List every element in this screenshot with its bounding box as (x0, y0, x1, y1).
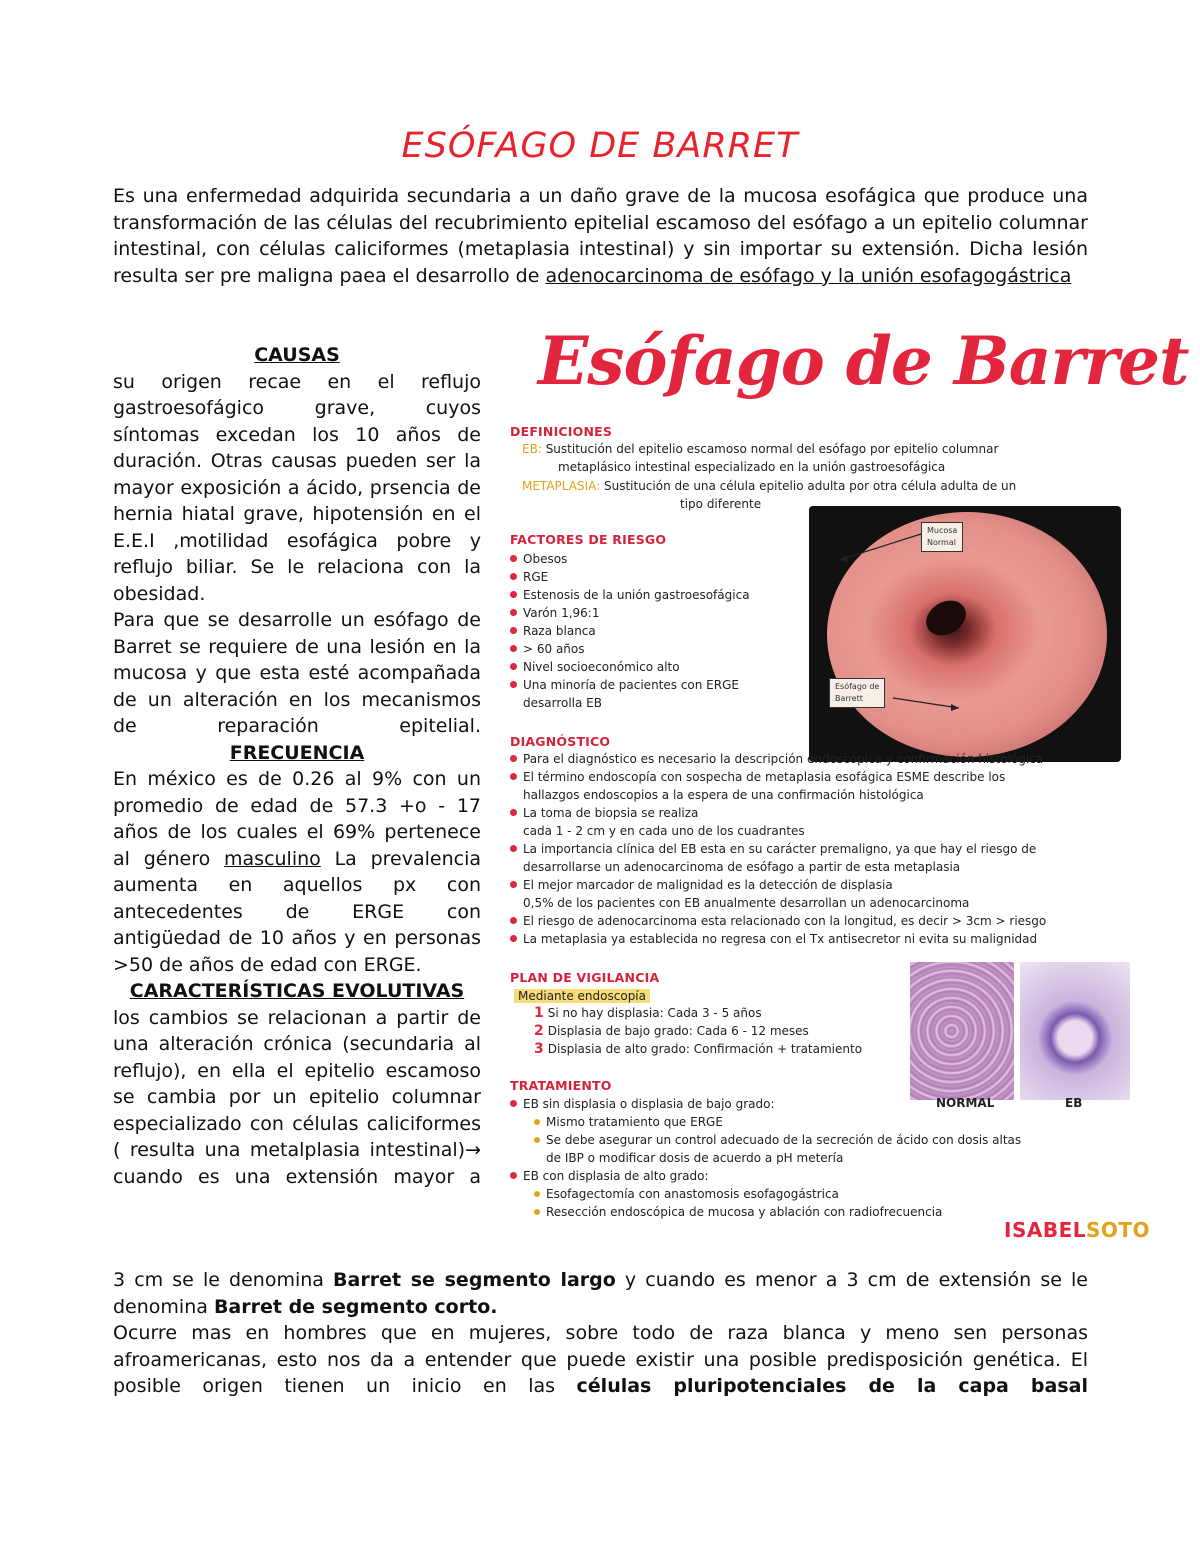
origin-paragraph (113, 1320, 1088, 1400)
vigilancia-list (534, 1004, 862, 1058)
tratamiento-list (510, 1095, 1021, 1221)
diag-item: La toma de biopsia se realiza (510, 804, 1046, 822)
diag-item: El término endoscopía con sospecha de metaplasia esofágica ESME describe los (510, 768, 1046, 786)
origin-bold: células pluripotenciales de la capa basal (576, 1375, 1088, 1397)
diag-item-cont: hallazgos endoscopios a la espera de una confirmación histológica (523, 788, 924, 802)
def-meta-text: Sustitución de una célula epitelio adulta por otra célula adulta de un (603, 479, 1017, 493)
trat-subitem: Esofagectomía con anastomosis esofagogástrica (510, 1185, 1021, 1203)
def-meta-text-2: tipo diferente (680, 497, 762, 511)
factor-item: Raza blanca (510, 622, 750, 640)
def-meta-key: METAPLASIA: (522, 479, 601, 493)
frecuencia-heading: FRECUENCIA (229, 741, 365, 764)
histo-normal-label: NORMAL (936, 1096, 995, 1110)
def-eb-line (522, 440, 998, 458)
def-eb-key: EB: (522, 442, 542, 456)
diag-item-cont: cada 1 - 2 cm y en cada uno de los cuadrantes (523, 824, 805, 838)
trat-subitem: Se debe asegurar un control adecuado de la secreción de ácido con dosis altas (510, 1131, 1021, 1149)
segment-paragraph (113, 1267, 1088, 1320)
intro-text: Es una enfermedad adquirida secundaria a un daño grave de la mucosa esofágica que produce una transformación de las células del recubrimiento epitelial escamoso del esófago a un epitelio columnar intestinal, con células caliciformes (metaplasia intestinal) y sin importar su extensión. Dicha lesión resulta ser pre maligna paea el desarrollo de (113, 185, 1088, 287)
trat-subitem-cont: de IBP o modificar dosis de acuerdo a pH metería (546, 1151, 844, 1165)
brand-logo: ISABELSOTO (1004, 1218, 1151, 1242)
definiciones-heading: DEFINICIONES (510, 424, 613, 439)
diag-item-cont: desarrollarse un adenocarcinoma de esófago a partir de esta metaplasia (523, 860, 961, 874)
factores-heading: FACTORES DE RIESGO (510, 532, 667, 547)
infographic-image (500, 320, 1189, 1250)
trat-subitem: Resección endoscópica de mucosa y ablación con radiofrecuencia (510, 1203, 1021, 1221)
intro-underline: adenocarcinoma de esófago y la unión esofagogástrica (545, 264, 1072, 287)
diag-item: Para el diagnóstico es necesario la descripción endoscópica y confirmación histológica (510, 750, 1046, 768)
endoscopy-image (809, 506, 1121, 762)
endoscopy-label-normal: Mucosa Normal (921, 522, 963, 552)
bottom-paragraphs (113, 1267, 1088, 1400)
diag-item: El riesgo de adenocarcinoma esta relacionado con la longitud, es decir > 3cm > riesgo (510, 912, 1046, 930)
diag-item-cont: 0,5% de los pacientes con EB anualmente desarrollan un adenocarcinoma (523, 896, 970, 910)
factores-list (510, 550, 750, 712)
vigilancia-sub: Mediante endoscopía (514, 987, 650, 1005)
vigilancia-item: 3 Displasia de alto grado: Confirmación + tratamiento (534, 1041, 863, 1057)
vigilancia-heading: PLAN DE VIGILANCIA (510, 970, 660, 985)
evolutivas-heading: CARACTERÍSTICAS EVOLUTIVAS (129, 980, 465, 1002)
intro-paragraph (113, 183, 1088, 289)
segment-short-bold: Barret de segmento corto. (213, 1295, 498, 1318)
frecuencia-text-a: En méxico es de 0.26 al 9% con un promedio de edad de 57.3 +o - 17 años de los cuales el 69% pertenece al género (113, 768, 481, 870)
histo-eb-label: EB (1065, 1096, 1083, 1110)
left-column (113, 342, 481, 1190)
factor-item: Nivel socioeconómico alto (510, 658, 750, 676)
factor-item: > 60 años (510, 640, 750, 658)
endoscopy-arrows (809, 506, 1121, 762)
tratamiento-heading: TRATAMIENTO (510, 1078, 612, 1093)
frecuencia-paragraph (113, 766, 481, 978)
causas-paragraph-2: Para que se desarrolle un esófago de Barret se requiere de una lesión en la mucosa y que esta esté acompañada de un alteración en los mecanismos de reparación epitelial. (113, 609, 481, 737)
diag-item: El mejor marcador de malignidad es la detección de displasia (510, 876, 1046, 894)
document-title: ESÓFAGO DE BARRET (401, 126, 799, 166)
trat-item: EB con displasia de alto grado: (510, 1167, 1021, 1185)
diagnostico-list (510, 750, 1046, 948)
vigilancia-item: 2 Displasia de bajo grado: Cada 6 - 12 meses (534, 1023, 809, 1039)
frecuencia-underline: masculino (224, 847, 321, 870)
evolutivas-paragraph: los cambios se relacionan a partir de una alteración crónica (secundaria al reflujo), en ella el epitelio escamoso se cambia por un epitelio columnar especializado con células caliciformes ( resulta una metalplasia intestinal)→ cuando es una extensión mayor a (113, 1006, 481, 1188)
vigilancia-item: 1 Si no hay displasia: Cada 3 - 5 años (534, 1005, 762, 1021)
def-eb-text: Sustitución del epitelio escamoso normal del esófago por epitelio columnar (545, 442, 999, 456)
causas-heading: CAUSAS (254, 344, 340, 366)
infographic-title: Esófago de Barret (538, 322, 1189, 400)
def-eb-text-2: metaplásico intestinal especializado en la unión gastroesofágica (558, 460, 946, 474)
segment-long-bold: Barret se segmento largo (333, 1269, 616, 1291)
factor-item: Una minoría de pacientes con ERGE (510, 676, 750, 694)
factor-item: Obesos (510, 550, 750, 568)
origin-text: Ocurre mas en hombres que en mujeres, sobre todo de raza blanca y meno sen personas afroamericanas, esto nos da a entender que puede existir una posible predisposición genética. El posible origen tienen un inicio en las (113, 1322, 1088, 1397)
factor-item-cont: desarrolla EB (523, 696, 602, 710)
histology-normal-image (910, 962, 1014, 1100)
trat-item: EB sin displasia o displasia de bajo grado: (510, 1095, 1021, 1113)
factor-item: Varón 1,96:1 (510, 604, 750, 622)
frecuencia-text-b: La prevalencia aumenta en aquellos px con antecedentes de ERGE con antigüedad de 10 años y en personas >50 de años de edad con ERGE. (113, 847, 481, 976)
causas-paragraph-1: su origen recae en el reflujo gastroesofágico grave, cuyos síntomas excedan los 10 años de duración. Otras causas pueden ser la mayor exposición a ácido, prsencia de hernia hiatal grave, hipotensión en el E.E.I ,motilidad esofágica pobre y reflujo biliar. Se le relaciona con la obesidad. (113, 370, 481, 605)
segment-text-a: 3 cm se le denomina (113, 1269, 334, 1291)
def-meta-line (522, 477, 1016, 495)
factor-item: Estenosis de la unión gastroesofágica (510, 586, 750, 604)
histology-eb-image (1020, 962, 1130, 1100)
segment-text-c: y cuando es menor a 3 cm de extensión se le denomina (113, 1269, 1089, 1318)
diag-item: La metaplasia ya establecida no regresa con el Tx antisecretor ni evita su malignidad (510, 930, 1046, 948)
diagnostico-heading: DIAGNÓSTICO (510, 734, 611, 749)
trat-subitem: Mismo tratamiento que ERGE (510, 1113, 1021, 1131)
diag-item: La importancia clínica del EB esta en su carácter premaligno, ya que hay el riesgo de (510, 840, 1046, 858)
factor-item: RGE (510, 568, 750, 586)
endoscopy-label-barrett: Esófago de Barrett (829, 678, 885, 708)
